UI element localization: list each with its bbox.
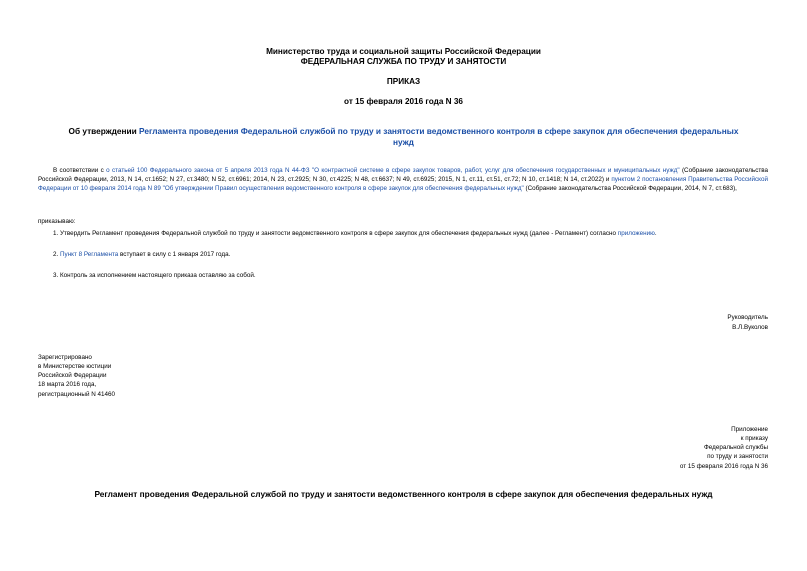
item-2 (53, 250, 230, 259)
appendix-link[interactable]: приложению (617, 230, 655, 237)
item-1 (53, 229, 768, 238)
title-regulation-link[interactable]: Регламента проведения Федеральной службой по труду и занятости ведомственного контроля в сфере закупок для обеспечения федеральных (139, 126, 739, 136)
document-title (36, 126, 771, 148)
appendix-line: по труду и занятости (707, 453, 768, 461)
signature-position: Руководитель (727, 314, 768, 321)
preamble-paragraph (38, 166, 768, 193)
appendix-line: Приложение (731, 426, 768, 433)
document-type: ПРИКАЗ (386, 77, 421, 86)
document-date: от 15 февраля 2016 года N 36 (344, 97, 463, 106)
regulation-title: Регламент проведения Федеральной службой по труду и занятости ведомственного контроля в сфере закупок для обеспечения федеральных нужд (94, 489, 713, 499)
title-regulation-link-line2[interactable]: нужд (393, 137, 414, 148)
signature-name: В.Л.Вуколов (732, 324, 768, 331)
appendix-line: Федеральной службы (704, 444, 768, 452)
registration-block (38, 353, 115, 399)
appendix-block (680, 425, 768, 471)
registration-line: Российской Федерации (38, 372, 107, 380)
government-resolution-link[interactable]: пунктом 2 постановления Правительства Российской Федерации от 10 февраля 2014 года N 89 "Об утверждении Правил осуществления ведомственного контроля в сфере закупок для обеспечения федеральных нужд" (38, 176, 769, 193)
preamble-text-2: (Собрание законодательства Российской Федерации, 2013, N 14, ст.1652; N 27, ст.3480; N 52, ст.6961; 2014, N 23, ст.2925; N 30, ст.4225; N 48, ст.6637; N 49, ст.6925; 2015, N 1, ст.11, ст.51, ст.72; N 10, ст.1418; N 14, ст.2022) и (38, 167, 769, 184)
law-44fz-link[interactable]: о статьей 100 Федерального закона от 5 апреля 2013 года N 44-ФЗ "О контрактной системе в сфере закупок товаров, работ, услуг для обеспечения государственных и муниципальных нужд" (106, 167, 680, 174)
order-word: приказываю: (38, 218, 76, 225)
registration-line: Зарегистрировано (38, 354, 92, 361)
item-1-end: . (654, 230, 657, 237)
item-1-text: 1. Утвердить Регламент проведения Федеральной службой по труду и занятости ведомственного контроля в сфере закупок для обеспечения федеральных нужд (далее - Регламент) согласно (53, 230, 618, 237)
item-3: 3. Контроль за исполнением настоящего приказа оставляю за собой. (53, 272, 256, 279)
appendix-line: от 15 февраля 2016 года N 36 (679, 462, 768, 470)
ministry-name: Министерство труда и социальной защиты Российской Федерации (266, 47, 541, 56)
item-2-text: вступает в силу с 1 января 2017 года. (118, 251, 231, 258)
registration-line: регистрационный N 41460 (38, 390, 116, 398)
appendix-line: к приказу (740, 435, 768, 443)
preamble-text-3: (Собрание законодательства Российской Федерации, 2014, N 7, ст.683), (523, 185, 737, 193)
registration-line: 18 марта 2016 года, (38, 381, 97, 389)
service-name: ФЕДЕРАЛЬНАЯ СЛУЖБА ПО ТРУДУ И ЗАНЯТОСТИ (300, 57, 507, 66)
registration-line: в Министерстве юстиции (38, 363, 112, 371)
point-8-link[interactable]: Пункт 8 Регламента (60, 251, 119, 258)
item-2-prefix: 2. (53, 251, 61, 258)
title-prefix: Об утверждении (68, 126, 139, 136)
preamble-text-1: В соответствии с (53, 167, 107, 174)
